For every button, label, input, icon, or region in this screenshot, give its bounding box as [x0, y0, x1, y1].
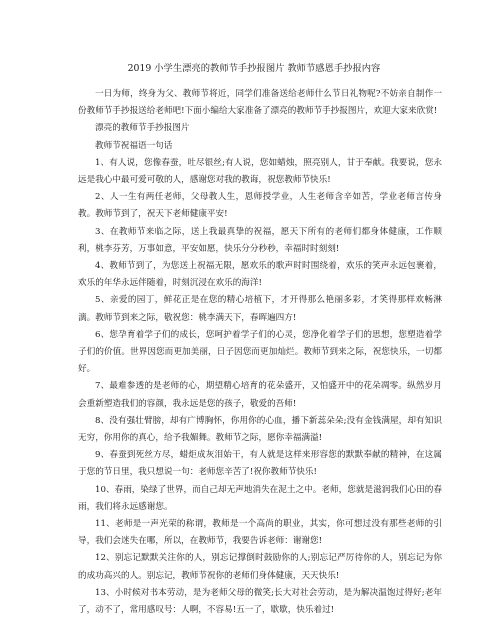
intro-paragraph: 一日为师，终身为父、教师节将近，同学们准备送给老师什么节日礼物呢?不妨亲自制作一份教师节手抄报送给老师吧!下面小编给大家准备了漂亮的教师节手抄报图片，欢迎大家来欣赏!: [78, 89, 442, 117]
blessing-item: 6、您孕育着学子们的成长，您呵护着学子们的心灵，您净化着学子们的思想，您塑造着学子们的价值。世界因您而更加美丽，日子因您而更加灿烂。教师节到来之际，祝您快乐，一切都好。: [78, 329, 442, 375]
subsection-title: 教师节祝福语一句话: [95, 140, 173, 151]
blessing-item: 4、教师节到了，为您送上祝福无限，愿欢乐的歌声时时围绕着，欢乐的笑声永远包裹着，欢乐的年华永远伴随着，时刻沉浸在欢乐的海洋!: [78, 261, 442, 289]
blessing-item: 5、亲爱的园丁，鲜花正是在您的精心培植下，才开得那么艳丽多彩，才笑得那样欢畅淋漓。教师节到来之际，敬祝您：桃李满天下，春晖遍四方!: [78, 295, 442, 323]
blessing-item: 11、老师是一声光荣的称谓，教师是一个高尚的职业，其实，你可想过没有那些老师的引导，我们会迷失在哪，所以，在教师节，我要告诉老师：谢谢您!: [78, 519, 442, 547]
blessing-item: 2、人一生有两任老师，父母教人生，恩师授学业，人生老师含辛如苦，学业老师言传身教。教师节到了，祝天下老师健康平安!: [78, 192, 442, 220]
blessing-item: 1、有人说，您像春蚕，吐尽银丝;有人说，您如蜡烛，照亮别人，甘于奉献。我要说，您永远是我心中最可爱可敬的人，感谢您对我的教诲，祝您教师节快乐!: [78, 157, 442, 186]
blessing-item: 3、在教师节来临之际，送上我最真挚的祝福，愿天下所有的老师们都身体健康，工作顺利，桃李芬芳，万事如意，平安如愿，快乐分分秒秒，幸福时时刻刻!: [78, 226, 442, 254]
document-title: 2019 小学生漂亮的教师节手抄报图片 教师节感恩手抄报内容: [127, 63, 381, 74]
blessing-item: 8、没有强壮臂膀，却有广博胸怀，你用你的心血，播下新蕊朵朵;没有金钱满屋，却有知识无穷，你用你的真心，给予我媚舞。教师节之际，愿你幸福满溢!: [78, 415, 442, 444]
section-title: 漂亮的教师节手抄报图片: [95, 123, 190, 134]
blessing-item: 13、小时候对书本劳动，是为老师父母的微笑;长大对社会劳动，是为解决温饱过得好;老年了，动不了，常用感叹号：人啊，不容易!五一了，歇歇，快乐着过!: [78, 587, 442, 616]
blessing-item: 7、最难参透的是老师的心，期望精心培育的花朵盛开，又怕盛开中的花朵凋零。纵然岁月会重新塑造我们的容颜，我永远是您的孩子，敬爱的吾师!: [78, 381, 442, 409]
blessing-item: 9、春蚕到死丝方尽，蜡炬成灰泪始干，有人就是这样来形容您的默默奉献的精神，在这属于您的节日里，我只想说一句：老师您辛苦了!祝你教师节快乐!: [78, 450, 442, 478]
blessing-item: 10、春雨，染绿了世界，而自己却无声地消失在泥土之中。老师，您就是滋润我们心田的春雨，我们将永远感谢您。: [78, 484, 442, 512]
blessing-item: 12、别忘记默默关注你的人，别忘记撑倒时鼓励你的人;别忘记严厉待你的人，别忘记为你的成功高兴的人。别忘记，教师节祝你的老师们身体健康，天天快乐!: [78, 553, 442, 581]
